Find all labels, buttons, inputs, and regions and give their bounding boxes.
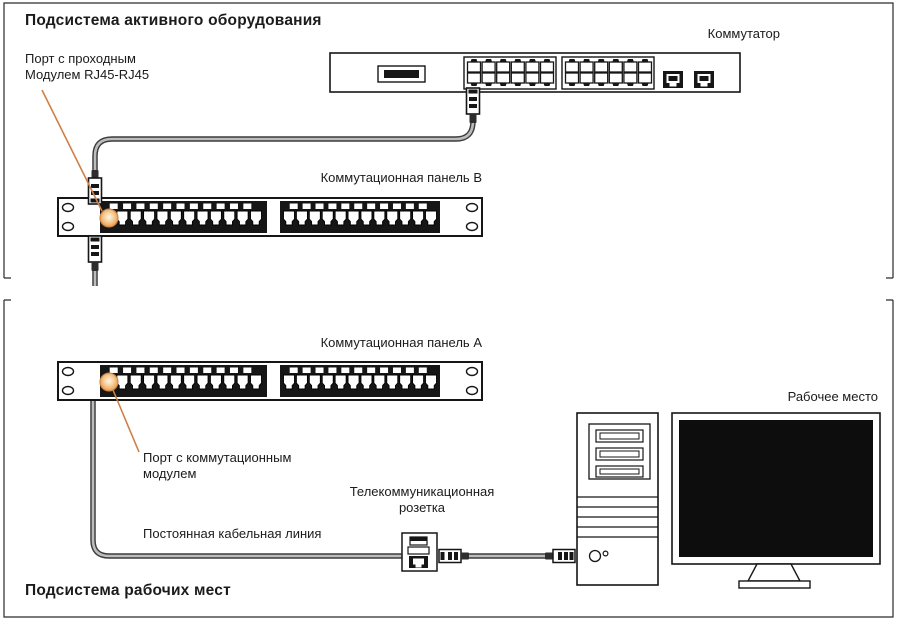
rj45-plug-below-panelb — [89, 236, 102, 271]
switch — [330, 53, 740, 92]
reset-button — [603, 551, 608, 556]
label-workplace: Рабочее место — [787, 389, 878, 404]
patch-panel-b — [58, 198, 482, 236]
monitor-screen — [679, 420, 873, 557]
label-panel-b: Коммутационная панель B — [320, 170, 482, 185]
highlight-port-panelb — [100, 209, 118, 227]
label-outlet-line1: Телекоммуникационная — [349, 484, 495, 499]
rj45-plug-at-switch — [467, 88, 480, 123]
label-patch-module-line1: Порт с коммутационным — [143, 450, 292, 465]
patch-cord-switch-panelb — [95, 121, 473, 171]
telecom-outlet — [402, 533, 437, 571]
rj45-plug-at-outlet — [439, 550, 469, 563]
power-button — [590, 551, 601, 562]
pc-tower — [577, 413, 658, 585]
label-panel-a: Коммутационная панель A — [320, 335, 482, 350]
label-passthrough-port-line2: Модулем RJ45-RJ45 — [25, 67, 150, 82]
section-title-active: Подсистема активного оборудования — [25, 12, 322, 29]
label-patch-module-line2: модулем — [143, 466, 197, 481]
monitor — [672, 413, 880, 588]
rj45-plug-at-pc — [545, 550, 575, 563]
highlight-port-panela — [100, 373, 118, 391]
patch-panel-a — [58, 362, 482, 400]
label-switch: Коммутатор — [707, 26, 780, 41]
section-title-work: Подсистема рабочих мест — [25, 582, 231, 599]
monitor-stand — [748, 564, 800, 581]
label-outlet-line2: розетка — [398, 500, 446, 515]
label-passthrough-port-line1: Порт с проходным — [25, 51, 136, 66]
label-permanent-link: Постоянная кабельная линия — [143, 526, 322, 541]
monitor-base — [739, 581, 810, 588]
